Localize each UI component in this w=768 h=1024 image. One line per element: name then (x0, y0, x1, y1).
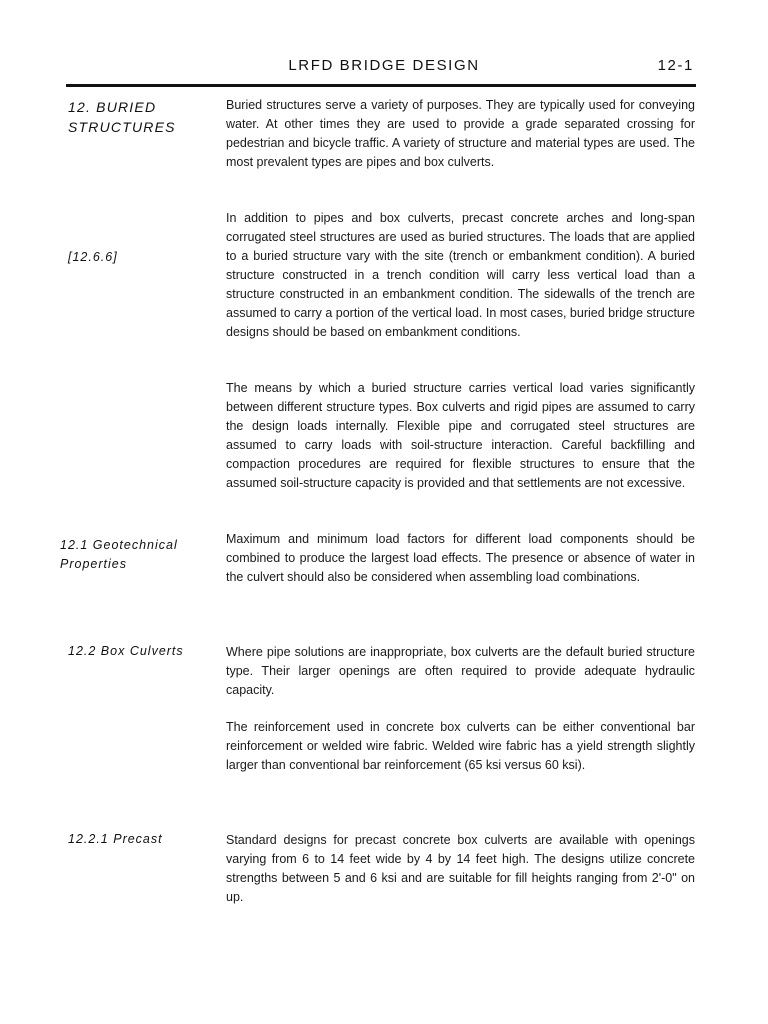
paragraph-intro: Buried structures serve a variety of purposes. They are typically used for conveying water. At other times they are used to provide a grade separated crossing for pedestrian and bicycle traffic. A variety of structure and material types are used. The most prevalent types are pipes and box culverts. (226, 98, 695, 169)
paragraph-precast: Standard designs for precast concrete box culverts are available with openings varying from 6 to 14 feet wide by 4 by 14 feet high. The designs utilize concrete strengths between 5 and 6 ksi and are suitable for fill heights ranging from 2'-0" on up. (226, 833, 695, 904)
section-heading-geotechnical: 12.1 Geotechnical Properties (60, 538, 178, 571)
paragraph-box-culverts: Where pipe solutions are inappropriate, box culverts are the default buried structure type. Their larger openings are often required to provide adequate hydraulic capacity. (226, 645, 695, 697)
page-number: 12-1 (657, 57, 694, 74)
running-header-title: LRFD BRIDGE DESIGN (288, 57, 480, 74)
article-reference: [12.6.6] (68, 250, 118, 264)
section-heading-box-culverts: 12.2 Box Culverts (68, 644, 184, 658)
header-rule (66, 84, 696, 87)
paragraph-loads: In addition to pipes and box culverts, precast concrete arches and long-span corrugated steel structures are used as buried structures. The loads that are applied to a buried structure vary with the site (trench or embankment condition). A buried structure constructed in a trench condition will carry less vertical load than a structure constructed in an embankment condition. The sidewalls of the trench are assumed to carry a portion of the vertical load. In most cases, buried bridge structure designs should be based on embankment conditions. (226, 211, 695, 339)
paragraph-vertical-load: The means by which a buried structure carries vertical load varies significantly between different structure types. Box culverts and rigid pipes are assumed to carry the design loads internally. Flexible pipe and corrugated steel structures are assumed to carry loads with soil-structure interaction. Careful backfilling and compaction procedures are required for flexible structures to ensure that the assumed soil-structure capacity is provided and that settlements are not excessive. (226, 381, 695, 490)
section-heading-precast: 12.2.1 Precast (68, 832, 163, 846)
paragraph-load-factors: Maximum and minimum load factors for different load components should be combined to produce the largest load effects. The presence or absence of water in the culvert should also be considered when assembling load combinations. (226, 532, 695, 584)
paragraph-reinforcement: The reinforcement used in concrete box culverts can be either conventional bar reinforcement or welded wire fabric. Welded wire fabric has a yield strength slightly larger than conventional bar reinforcement (65 ksi versus 60 ksi). (226, 720, 695, 772)
chapter-heading: 12. BURIED STRUCTURES (68, 99, 176, 135)
